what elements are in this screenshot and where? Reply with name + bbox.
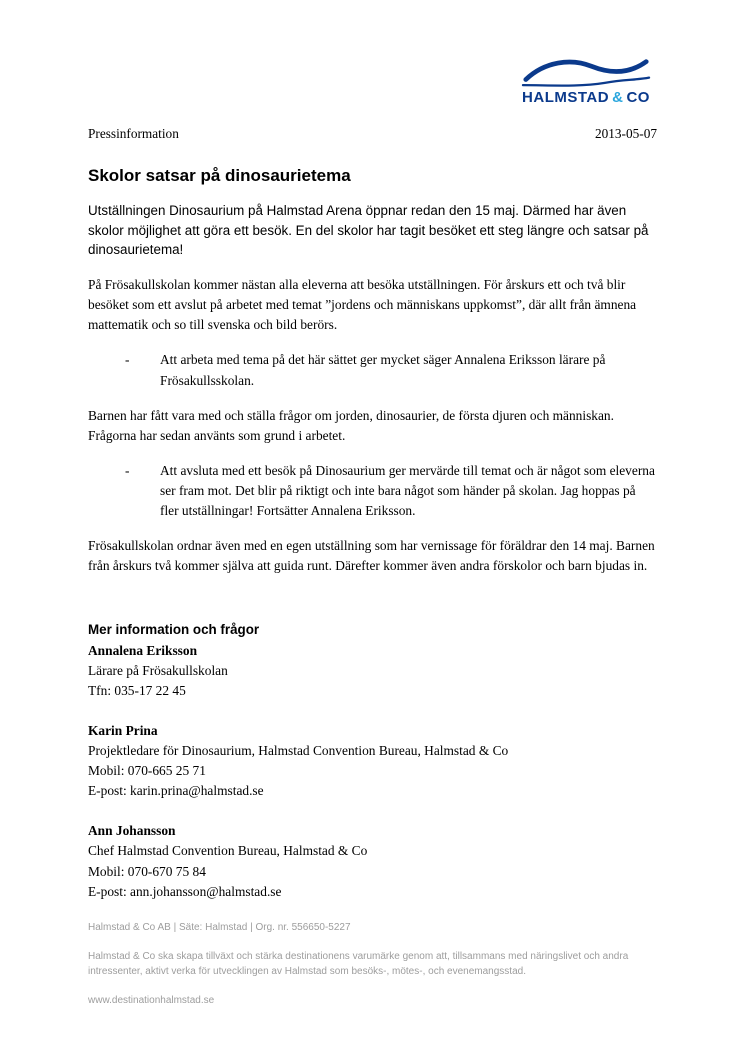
contacts-section <box>88 620 657 901</box>
contact-email: E-post: karin.prina@halmstad.se <box>88 783 264 799</box>
contact-role: Chef Halmstad Convention Bureau, Halmstad & Co <box>88 843 368 859</box>
contact-person-annalena <box>88 641 657 701</box>
bullet-text-2: Att avsluta med ett besök på Dinosaurium ger mervärde till temat och är något som eleverna ser fram mot. Det blir på riktigt och inte bara något som händer på skolan. Jag hoppas på fler utställningar! Fortsätter Annalena Eriksson. <box>160 462 655 519</box>
body-paragraph-1: På Frösakullskolan kommer nästan alla eleverna att besöka utställningen. För årskurs ett och två blir besöket som ett avslut på arbetet med temat ”jordens och människans uppkomst”, där allt från ämnena mattematik och so till svenska och bild berörs. <box>88 277 637 333</box>
body-paragraph-2: Barnen har fått vara med och ställa frågor om jorden, dinosaurier, de första djuren och människan. Frågorna har sedan använts som grund i arbetet. <box>88 407 614 443</box>
footer-org-line: Halmstad & Co AB | Säte: Halmstad | Org. nr. 556650-5227 <box>88 922 351 933</box>
header <box>88 56 657 106</box>
contact-person-ann <box>88 821 657 901</box>
doc-type-label: Pressinformation <box>88 126 179 141</box>
logo-halmstad: HALMSTAD <box>522 89 610 106</box>
bullet-item-1 <box>88 350 657 390</box>
intro-paragraph: Utställningen Dinosaurium på Halmstad Arena öppnar redan den 15 maj. Därmed har även skolor möjlighet att göra ett besök. En del skolor har tagit besöket ett steg längre och satsar på dinosaurietema! <box>88 203 649 258</box>
bullet-dash-icon: - <box>125 462 130 478</box>
contact-person-karin <box>88 721 657 801</box>
bullet-dash-icon: - <box>125 352 130 368</box>
contacts-heading: Mer information och frågor <box>88 622 260 638</box>
contact-email: E-post: ann.johansson@halmstad.se <box>88 883 282 899</box>
footer-website-url: www.destinationhalmstad.se <box>88 995 215 1006</box>
doc-date: 2013-05-07 <box>594 126 657 141</box>
logo-ampersand: & <box>612 89 624 106</box>
contact-name: Annalena Eriksson <box>88 642 198 658</box>
bullet-text-1: Att arbeta med tema på det här sättet ger mycket säger Annalena Eriksson lärare på Frösakullsskolan. <box>160 352 606 388</box>
wave-icon <box>517 56 655 88</box>
contact-phone: Mobil: 070-670 75 84 <box>88 863 206 879</box>
contact-phone: Mobil: 070-665 25 71 <box>88 763 206 779</box>
halmstad-co-logo <box>515 56 657 106</box>
contact-role: Lärare på Frösakullskolan <box>88 662 228 678</box>
article-title: Skolor satsar på dinosaurietema <box>88 166 351 185</box>
body-paragraph-3: Frösakullskolan ordnar även med en egen utställning som har vernissage för föräldrar den 14 maj. Barnen från årskurs två kommer själva att guida runt. Därefter kommer även andra förskolor och barn bjudas in. <box>88 538 655 574</box>
contact-role: Projektledare för Dinosaurium, Halmstad Convention Bureau, Halmstad & Co <box>88 742 509 758</box>
contact-phone: Tfn: 035-17 22 45 <box>88 682 186 698</box>
footer <box>88 920 657 1008</box>
contact-name: Karin Prina <box>88 722 158 738</box>
meta-row <box>88 126 657 142</box>
footer-mission-text: Halmstad & Co ska skapa tillväxt och stärka destinationens varumärke genom att, tillsammans med näringslivet och andra intressenter, aktivt verka för utvecklingen av Halmstad som besöks-, mötes-, och evenemangsstad. <box>88 951 629 977</box>
contact-name: Ann Johansson <box>88 823 176 839</box>
logo-co: CO <box>626 89 650 106</box>
bullet-item-2 <box>88 461 657 521</box>
logo-text <box>522 89 650 106</box>
